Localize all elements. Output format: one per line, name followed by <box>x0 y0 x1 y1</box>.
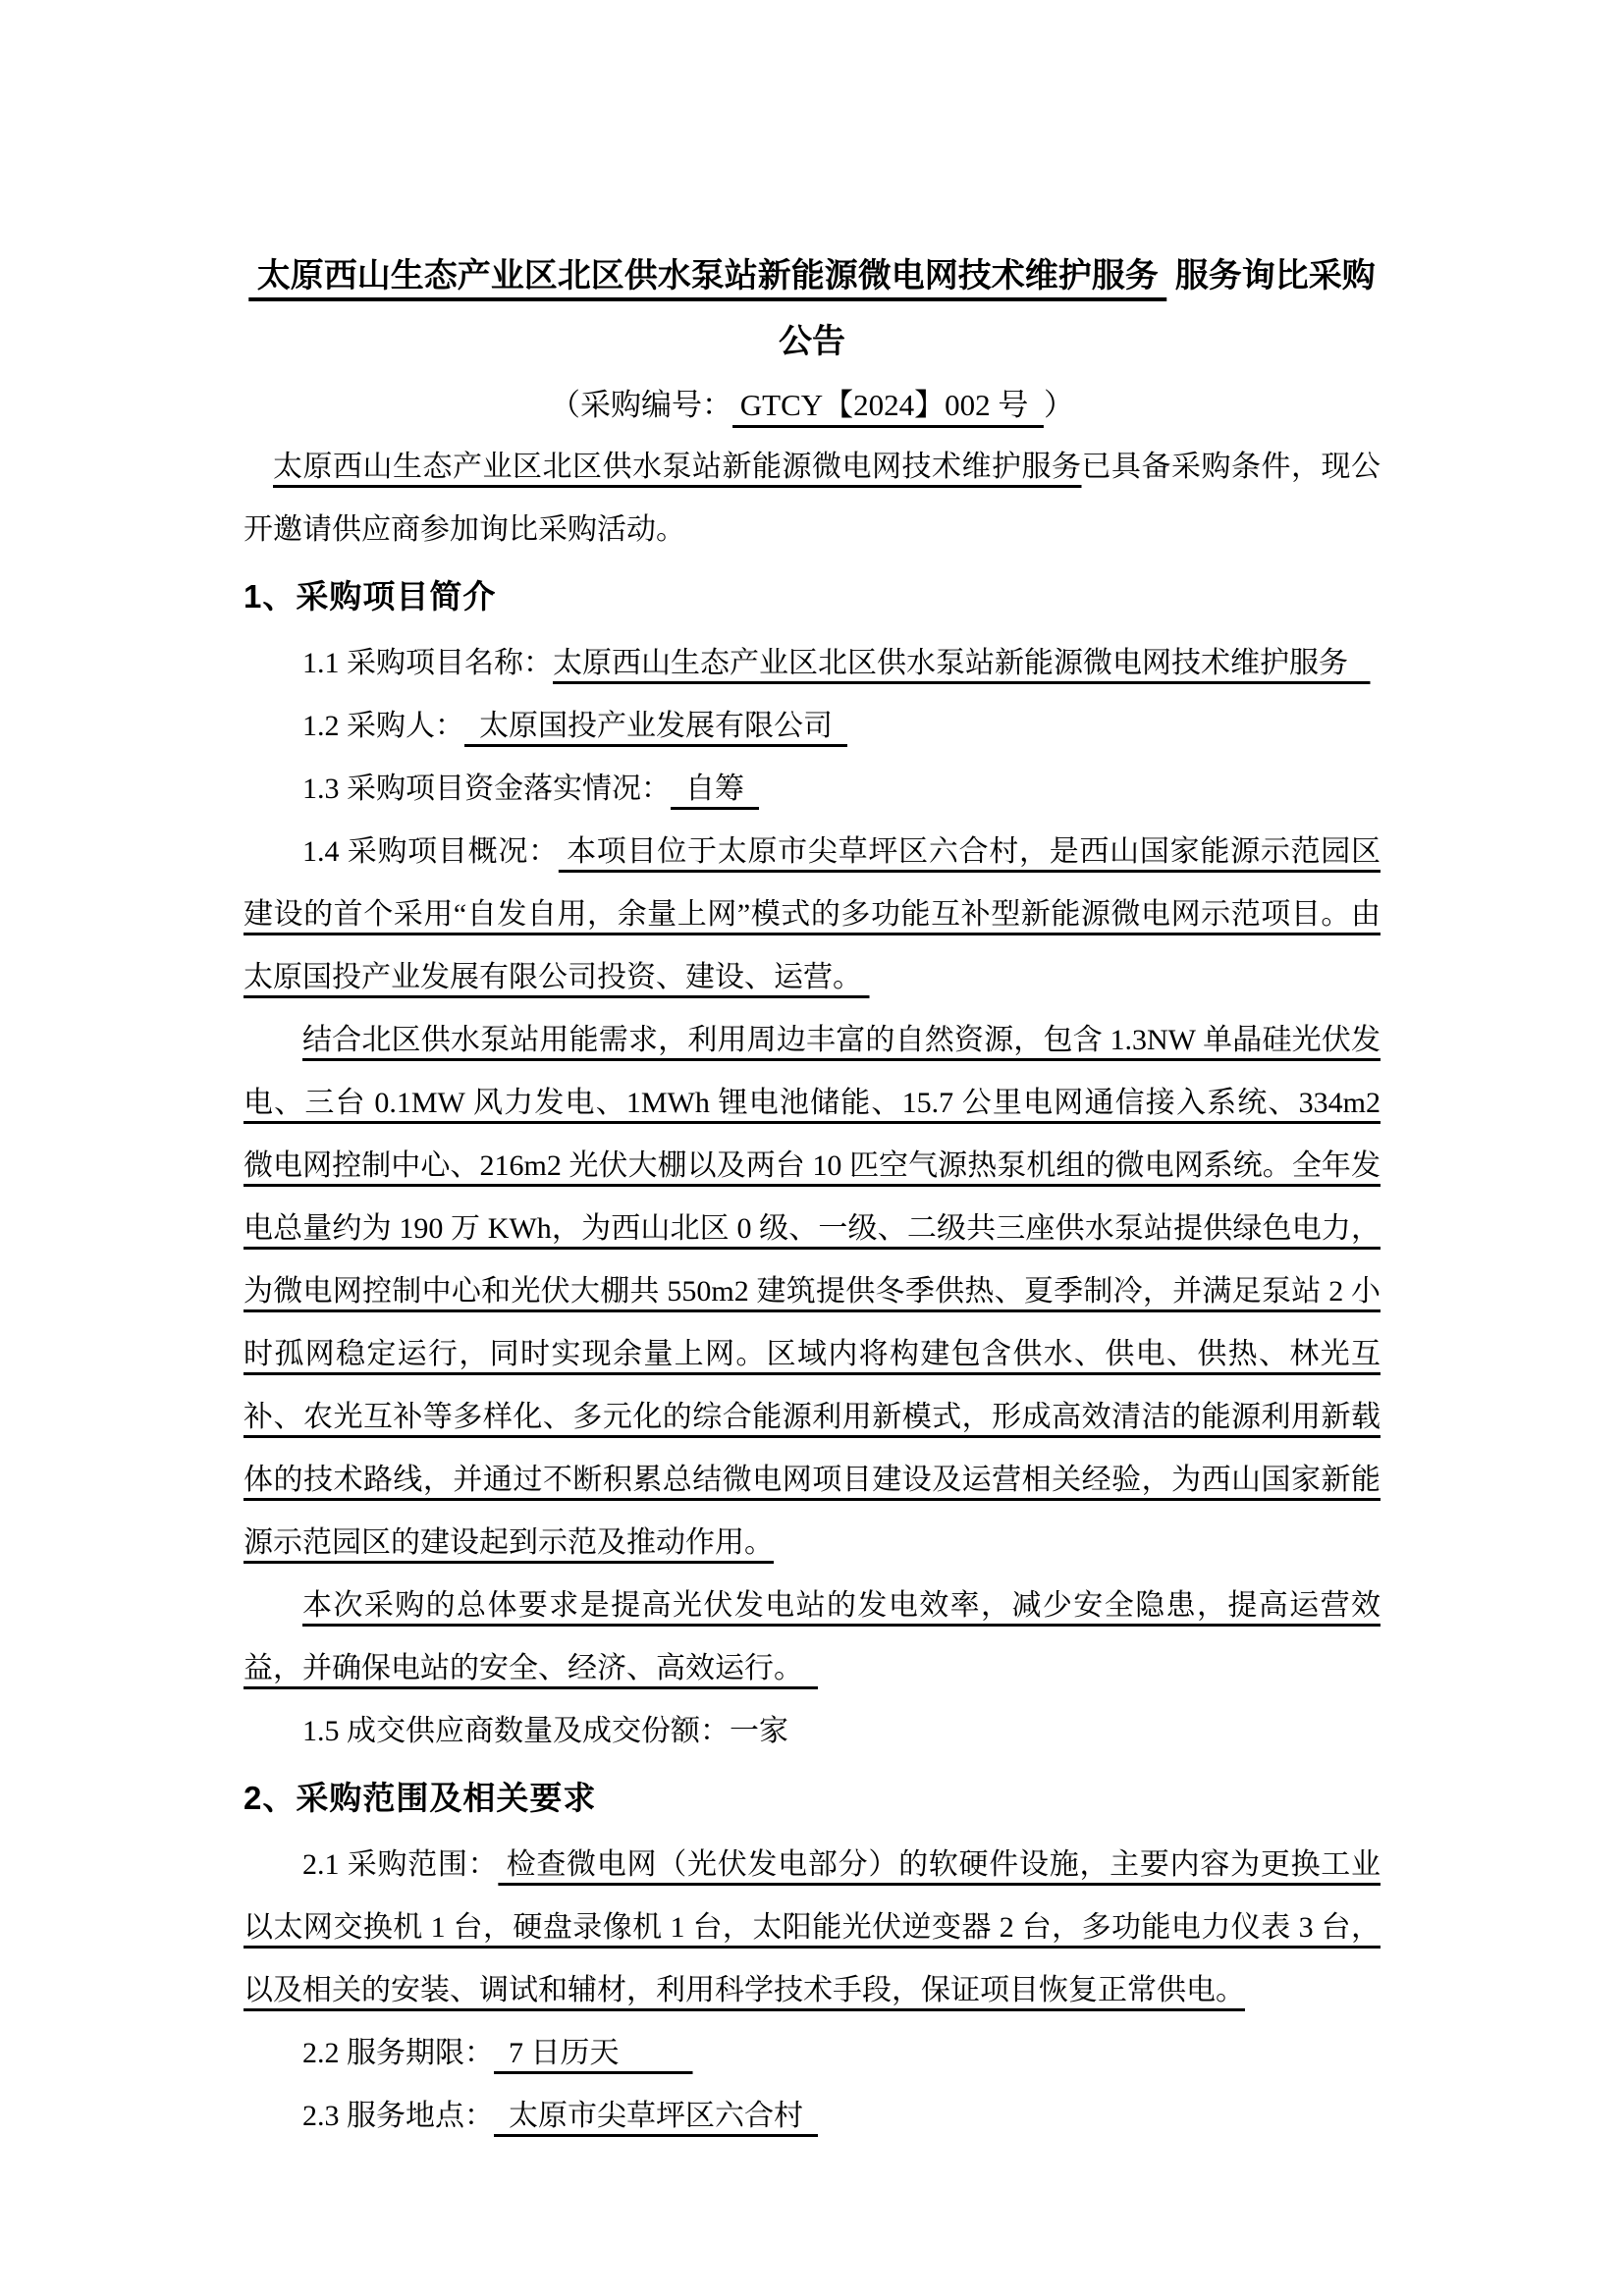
underlined-text-run: 太原市尖草坪区六合村 <box>494 2100 818 2132</box>
intro-paragraph <box>244 436 1380 561</box>
item-1-3-funding <box>244 758 1380 821</box>
section-1-heading: 1、采购项目简介 <box>244 578 497 614</box>
item-1-5-supplier-count <box>244 1700 1380 1763</box>
underlined-text-run: 太原西山生态产业区北区供水泵站新能源微电网技术维护服务 <box>248 258 1167 294</box>
text-run: 已具备采购条件，现公开邀请供应商参加询比采购活动。 <box>244 451 1380 546</box>
text-run: （采购编号： <box>550 388 733 422</box>
item-1-4-project-overview <box>244 821 1380 1009</box>
title-line-1 <box>199 243 1425 309</box>
text-run: 1.3 采购项目资金落实情况： <box>302 773 671 805</box>
text-run: 服务询比采购 <box>1166 258 1376 294</box>
section-2-heading: 2、采购范围及相关要求 <box>244 1780 597 1816</box>
text-run: 1.4 采购项目概况： <box>302 835 559 868</box>
text-run: 1.2 采购人： <box>302 710 464 742</box>
text-run: ） <box>1043 388 1074 422</box>
text-run: 2.1 采购范围： <box>302 1848 499 1881</box>
underlined-text-run: 本次采购的总体要求是提高光伏发电站的发电效率，减少安全隐患，提高运营效益，并确保电站的安全、经济、高效运行。 <box>244 1589 1380 1684</box>
item-2-3-service-location <box>244 2085 1380 2148</box>
underlined-text-run: 结合北区供水泵站用能需求，利用周边丰富的自然资源，包含 1.3NW 单晶硅光伏发电、三台 0.1MW 风力发电、1MWh 锂电池储能、15.7 公里电网通信接入系统、334m2 微电网控制中心、216m2 光伏大棚以及两台 10 匹空气源热泵机组的微电网系统。全年发电总量约为 190 万 KWh，为西山北区 0 级、一级、二级共三座供水泵站提供绿色电力，为微电网控制中心和光伏大棚共 550m2 建筑提供冬季供热、夏季制冷，并满足泵站 2 小时孤网稳定运行，同时实现余量上网。区域内将构建包含供水、供电、供热、林光互补、农光互补等多样化、多元化的综合能源利用新模式，形成高效清洁的能源利用新载体的技术路线，并通过不断积累总结微电网项目建设及运营相关经验，为西山国家新能源示范园区的建设起到示范及推动作用。 <box>244 1024 1380 1559</box>
item-1-2-purchaser <box>244 695 1380 758</box>
text-run: 1.5 成交供应商数量及成交份额：一家 <box>302 1715 788 1747</box>
text-run: 2.3 服务地点： <box>302 2100 494 2132</box>
overview-paragraph <box>244 1009 1380 1575</box>
text-run: 2.2 服务期限： <box>302 2037 494 2069</box>
underlined-text-run: 检查微电网（光伏发电部分）的软硬件设施，主要内容为更换工业以太网交换机 1 台，硬盘录像机 1 台，太阳能光伏逆变器 2 台，多功能电力仪表 3 台，以及相关的安装、调试和辅材，利用科学技术手段，保证项目恢复正常供电。 <box>244 1848 1381 2006</box>
item-1-1-project-name <box>244 632 1380 695</box>
underlined-text-run: GTCY【2024】002 号 <box>732 388 1044 422</box>
item-2-1-scope <box>244 1834 1380 2022</box>
underlined-text-run: 7 日历天 <box>494 2037 693 2069</box>
item-2-2-service-period <box>244 2022 1380 2085</box>
procurement-number <box>244 375 1380 436</box>
document-title <box>199 243 1425 375</box>
text-run: 1.1 采购项目名称： <box>302 647 553 679</box>
underlined-text-run: 太原西山生态产业区北区供水泵站新能源微电网技术维护服务 <box>273 451 1082 483</box>
underlined-text-run: 自筹 <box>671 773 759 805</box>
underlined-text-run: 太原国投产业发展有限公司 <box>464 710 847 742</box>
title-line-2: 公告 <box>779 324 845 360</box>
requirement-paragraph <box>244 1575 1380 1700</box>
underlined-text-run: 太原西山生态产业区北区供水泵站新能源微电网技术维护服务 <box>553 647 1371 679</box>
underlined-text-run: 本项目位于太原市尖草坪区六合村，是西山国家能源示范园区建设的首个采用“自发自用，余量上网”模式的多功能互补型新能源微电网示范项目。由太原国投产业发展有限公司投资、建设、运营。 <box>244 835 1381 993</box>
